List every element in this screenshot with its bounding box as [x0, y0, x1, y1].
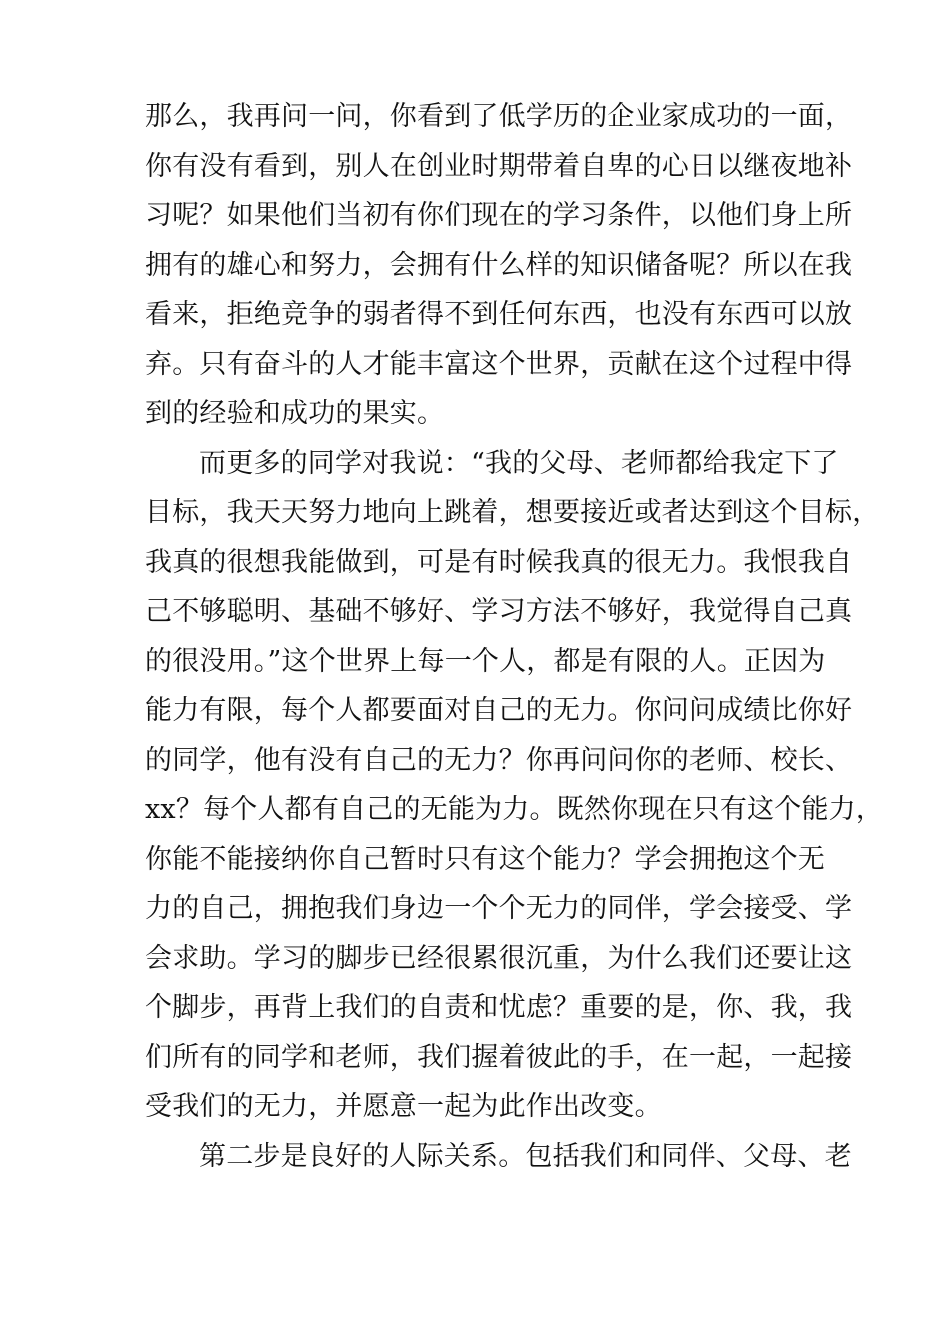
text-line: 拥有的雄心和努力，会拥有什么样的知识储备呢？所以在我: [145, 249, 853, 281]
document-body: [145, 92, 884, 1181]
text-line: 的同学，他有没有自己的无力？你再问问你的老师、校长、: [145, 744, 853, 776]
text-line: 那么，我再问一问，你看到了低学历的企业家成功的一面，: [145, 101, 853, 132]
text-line: 你有没有看到，别人在创业时期带着自卑的心日以继夜地补: [145, 150, 853, 182]
text-line: 习呢？如果他们当初有你们现在的学习条件，以他们身上所: [145, 200, 853, 231]
text-line: 弃。只有奋斗的人才能丰富这个世界，贡献在这个过程中得: [145, 348, 853, 380]
text-line: xx？每个人都有自己的无能为力。既然你现在只有这个能力，: [145, 794, 884, 825]
text-line: 的很没用。”这个世界上每一个人，都是有限的人。正因为: [145, 645, 826, 677]
text-line: 第二步是良好的人际关系。包括我们和同伴、父母、老: [199, 1140, 852, 1172]
text-line: 看来，拒绝竞争的弱者得不到任何东西，也没有东西可以放: [145, 299, 853, 330]
text-line: 能力有限，每个人都要面对自己的无力。你问问成绩比你好: [145, 695, 853, 726]
text-line: 你能不能接纳你自己暂时只有这个能力？学会拥抱这个无: [145, 843, 825, 875]
text-line: 们所有的同学和老师，我们握着彼此的手，在一起，一起接: [145, 1041, 853, 1073]
text-line: 个脚步，再背上我们的自责和忧虑？重要的是，你、我，我: [145, 992, 853, 1023]
text-line: 受我们的无力，并愿意一起为此作出改变。: [145, 1091, 662, 1122]
text-line: 到的经验和成功的果实。: [145, 398, 445, 429]
text-line: 而更多的同学对我说：“我的父母、老师都给我定下了: [199, 447, 839, 479]
text-line: 力的自己，拥抱我们身边一个个无力的同伴，学会接受、学: [145, 893, 853, 924]
text-line: 己不够聪明、基础不够好、学习方法不够好，我觉得自己真: [145, 596, 853, 627]
text-line: 会求助。学习的脚步已经很累很沉重，为什么我们还要让这: [145, 942, 853, 974]
text-line: 我真的很想我能做到，可是有时候我真的很无力。我恨我自: [145, 546, 853, 578]
text-line: 目标，我天天努力地向上跳着，想要接近或者达到这个目标，: [145, 497, 880, 528]
